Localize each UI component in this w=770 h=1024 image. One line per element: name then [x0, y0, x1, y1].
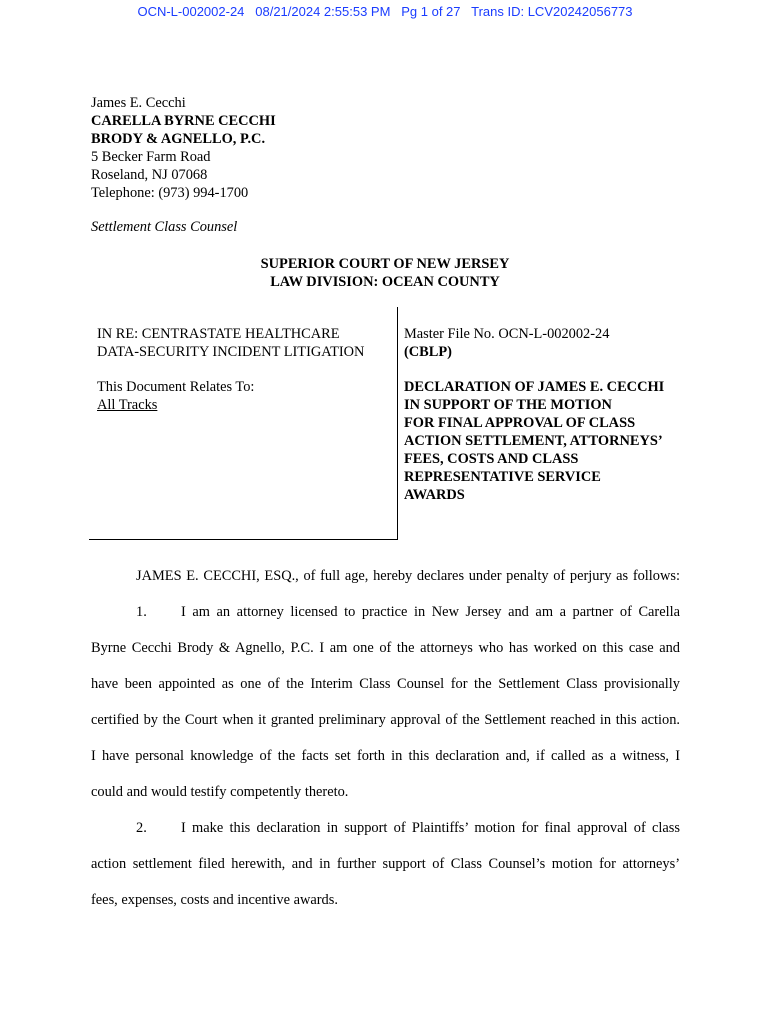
court-name: SUPERIOR COURT OF NEW JERSEY	[260, 256, 510, 272]
case-name-line2: DATA-SECURITY INCIDENT LITIGATION	[97, 344, 365, 360]
paragraph-line: fees, expenses, costs and incentive awards.	[91, 892, 338, 908]
paragraph-2-first-line	[91, 810, 680, 846]
paragraph-text: I make this declaration in support of Plaintiffs’ motion for final approval of class	[181, 820, 680, 836]
paragraph-line: Byrne Cecchi Brody & Agnello, P.C. I am one of the attorneys who has worked on this case and	[91, 640, 680, 656]
paragraph-line: could and would testify competently thereto.	[91, 784, 349, 800]
paragraph-line: certified by the Court when it granted preliminary approval of the Settlement reached in this action.	[91, 712, 680, 728]
master-file-number: Master File No. OCN-L-002002-24	[404, 326, 610, 342]
address-line2: Roseland, NJ 07068	[91, 167, 208, 183]
case-caption-left	[97, 325, 364, 414]
case-caption-right	[404, 325, 694, 504]
document-title-line: FEES, COSTS AND CLASS	[404, 451, 579, 467]
paragraph-number: 2.	[136, 820, 147, 836]
paragraph-line: I have personal knowledge of the facts set forth in this declaration and, if called as a witness, I	[91, 748, 680, 764]
intro-paragraph: JAMES E. CECCHI, ESQ., of full age, hereby declares under penalty of perjury as follows:	[136, 568, 680, 584]
firm-name-line1: CARELLA BYRNE CECCHI	[91, 113, 276, 129]
document-title-line: REPRESENTATIVE SERVICE	[404, 469, 601, 485]
declaration-body	[91, 558, 680, 918]
paragraph-1-first-line	[91, 594, 680, 630]
document-title	[404, 378, 694, 504]
caption-bottom-rule	[89, 539, 398, 540]
caption-vertical-rule	[397, 307, 398, 540]
counsel-header	[91, 94, 276, 202]
relates-to-label: This Document Relates To:	[97, 379, 255, 395]
document-title-line: DECLARATION OF JAMES E. CECCHI	[404, 379, 665, 395]
filing-stamp: OCN-L-002002-24 08/21/2024 2:55:53 PM Pg 1 of 27 Trans ID: LCV20242056773	[137, 4, 633, 19]
paragraph-number: 1.	[136, 604, 147, 620]
court-division: LAW DIVISION: OCEAN COUNTY	[270, 274, 500, 290]
paragraph-line: have been appointed as one of the Interim Class Counsel for the Settlement Class provisionally	[91, 676, 680, 692]
attorney-name: James E. Cecchi	[91, 95, 186, 111]
document-title-line: ACTION SETTLEMENT, ATTORNEYS’	[404, 433, 663, 449]
document-title-line: FOR FINAL APPROVAL OF CLASS	[404, 415, 636, 431]
case-name-line1: IN RE: CENTRASTATE HEALTHCARE	[97, 326, 340, 342]
address-line1: 5 Becker Farm Road	[91, 149, 211, 165]
paragraph-text: I am an attorney licensed to practice in New Jersey and am a partner of Carella	[181, 604, 680, 620]
master-file-suffix: (CBLP)	[404, 344, 452, 360]
firm-name-line2: BRODY & AGNELLO, P.C.	[91, 131, 266, 147]
telephone: Telephone: (973) 994-1700	[91, 185, 249, 201]
paragraph-line: action settlement filed herewith, and in further support of Class Counsel’s motion for attorneys’	[91, 856, 680, 872]
counsel-role: Settlement Class Counsel	[91, 219, 238, 235]
document-title-line: AWARDS	[404, 487, 465, 503]
court-heading	[0, 255, 770, 291]
all-tracks-label: All Tracks	[97, 397, 158, 413]
document-title-line: IN SUPPORT OF THE MOTION	[404, 397, 612, 413]
